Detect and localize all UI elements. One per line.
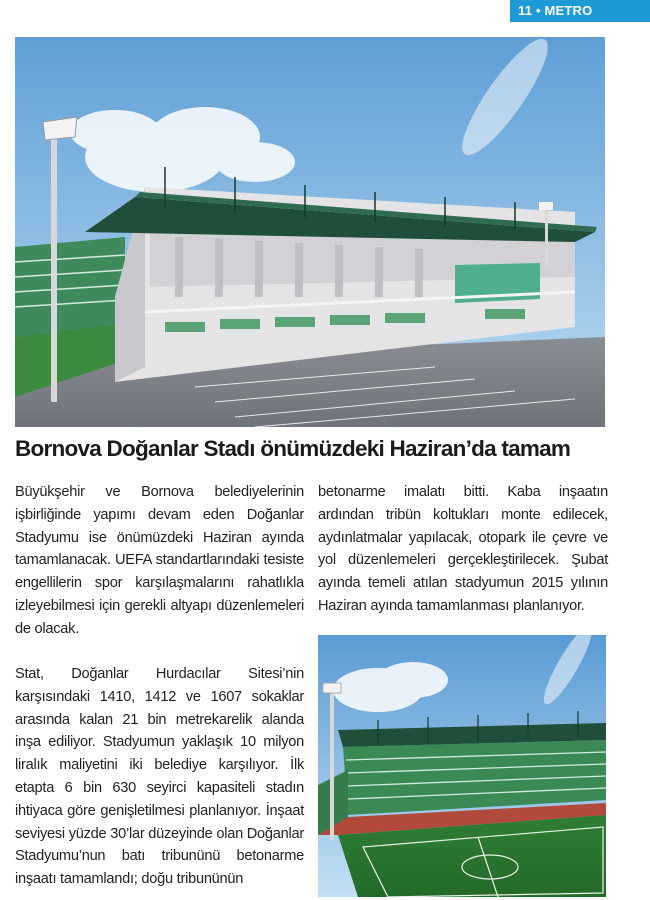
article-paragraph-3: betonarme imalatı bitti. Kaba inşaatın ardından tribün koltukları monte edilecek, aydınlatmalar yapılacak, otopark ile çevre ve yol düzenlemeleri gerçekleştirilecek. Şubat ayında temeli atılan stadyumun 2015 yılının Haziran ayında tamamlanması planlanıyor. [318, 484, 608, 614]
article-paragraph-2: Stat, Doğanlar Hurdacılar Sitesi’nin karşısındaki 1410, 1412 ve 1607 sokaklar arasında kalan 21 bin metrekarelik alanda inşa ediliyor. Stadyumun yaklaşık 10 milyon liralık maliyetini iki belediye karşılıyor. İlk etapta 6 bin 630 seyirci kapasiteli stadın ihtiyaca göre genişletilmesi planlanıyor. İnşaat seviyesi yüzde 30’lar düzeyinde olan Doğanlar Stadyumu’nun batı tribunünü betonarme inşaatı tamamlandı; doğu tribunünün [15, 666, 304, 888]
article-paragraph-1: Büyükşehir ve Bornova belediyelerinin işbirliğinde yapımı devam eden Doğanlar Stadyumu ise önümüzdeki Haziran ayında tamamlanacak. UEFA standartlarındaki tesiste engellilerin spor karşılaşmalarını rahatlıkla izleyebilmesi için gerekli altyapı düzenlemeleri de olacak. [15, 484, 304, 637]
section-badge: 11 • METRO [510, 0, 650, 22]
stadium-exterior-render [15, 37, 605, 427]
stadium-pitch-render [318, 635, 606, 897]
article-headline: Bornova Doğanlar Stadı önümüzdeki Haziran’da tamam [15, 436, 571, 461]
